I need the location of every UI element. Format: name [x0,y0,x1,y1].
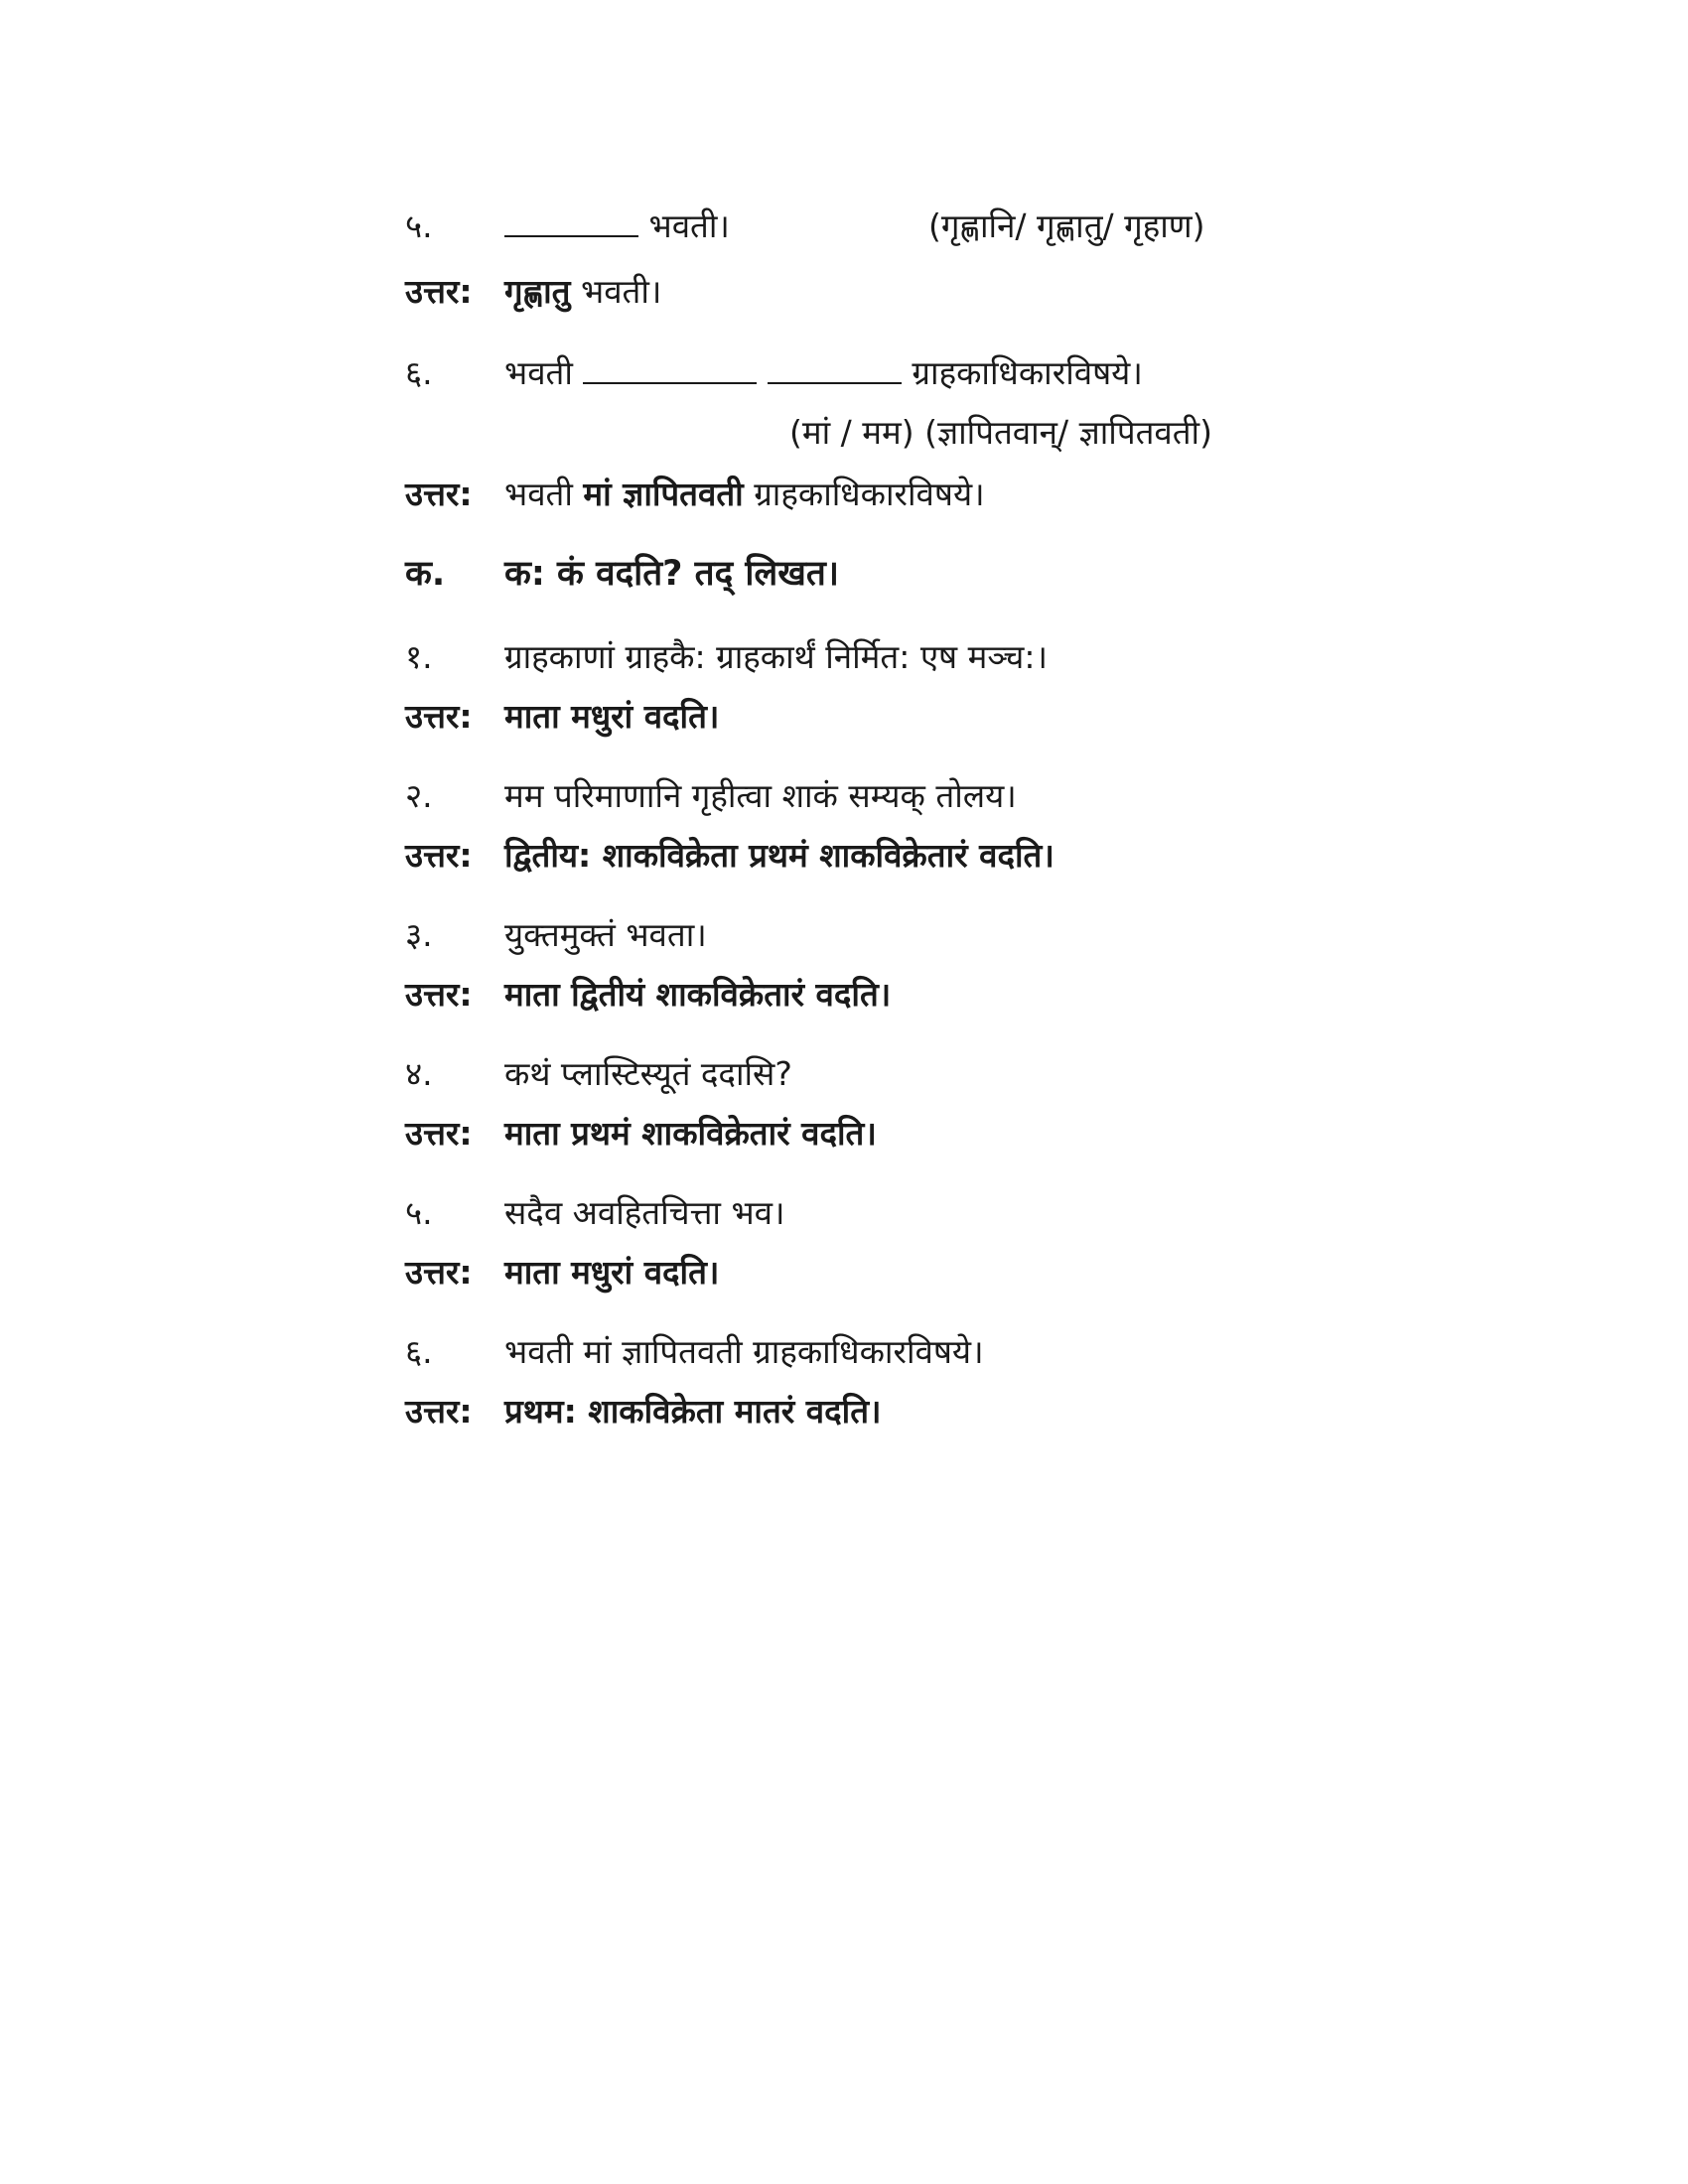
answer-blank-1 [583,352,757,384]
item-4-question [405,1052,792,1096]
q5-fill-answer [405,270,661,314]
answer-label: उत्तर: [405,1253,473,1292]
section-number: क. [405,554,446,594]
item-answer: प्रथम: शाकविक्रेता मातरं वदति। [504,1392,882,1431]
answer-plain-text: भवती। [581,272,662,311]
item-1-question [405,635,1048,679]
item-2-question [405,774,1017,818]
q5-options: (गृह्णानि/ गृह्णातु/ गृहाण) [928,206,1205,245]
answer-label: उत्तर: [405,975,473,1014]
item-5-question [405,1191,785,1235]
item-question: ग्राहकाणां ग्राहकै: ग्राहकार्थं निर्मित: एष मञ्च:। [504,637,1049,676]
item-answer: माता द्वितीयं शाकविक्रेतारं वदति। [504,975,892,1014]
answer-blank-2 [768,352,902,384]
answer-blank [504,205,638,237]
q6-fill-answer [405,473,985,516]
item-number: ४. [405,1054,433,1093]
answer-label: उत्तर: [405,836,473,875]
answer-bold-text: मां ज्ञापितवती [583,475,744,513]
item-number: ६. [405,1332,433,1371]
item-question: भवती मां ज्ञापितवती ग्राहकाधिकारविषये। [504,1332,984,1371]
item-answer: माता प्रथमं शाकविक्रेतारं वदति। [504,1114,877,1153]
answer-label: उत्तर: [405,1114,473,1153]
q6-options: (मां / मम) (ज्ञापितवान्/ ज्ञापितवती) [789,413,1212,452]
question-text-before: भवती [504,353,573,392]
item-question: मम परिमाणानि गृहीत्वा शाकं सम्यक् तोलय। [504,776,1017,815]
q6-fill-question [405,351,1143,395]
item-number: ३. [405,915,433,954]
item-answer: माता मधुरां वदति। [504,697,720,736]
item-1-answer [405,695,719,739]
item-number: ५. [405,1193,433,1232]
item-answer: माता मधुरां वदति। [504,1253,720,1292]
item-4-answer [405,1112,877,1156]
section-heading [405,552,839,596]
answer-label: उत्तर: [405,697,473,736]
item-answer: द्वितीय: शाकविक्रेता प्रथमं शाकविक्रेतारं वदति। [504,836,1055,875]
item-3-question [405,913,707,957]
item-question: कथं प्लास्टिस्यूतं ददासि? [504,1054,792,1093]
item-question: सदैव अवहितचित्ता भव। [504,1193,785,1232]
question-text-after: ग्राहकाधिकारविषये। [912,353,1143,392]
item-6-question [405,1330,984,1374]
section-title: क: कं वदति? तद् लिखत। [504,554,840,594]
item-2-answer [405,834,1055,878]
answer-bold-text: गृह्णातु [504,272,571,311]
question-number: ५. [405,206,433,245]
item-number: १. [405,637,433,676]
question-text: भवती। [648,206,730,245]
answer-plain-text-1: भवती [504,475,573,513]
answer-plain-text-2: ग्राहकाधिकारविषये। [754,475,985,513]
answer-label: उत्तर: [405,272,473,311]
item-6-answer [405,1390,882,1433]
answer-label: उत्तर: [405,1392,473,1431]
q5-fill-question [405,205,730,248]
item-number: २. [405,776,433,815]
item-question: युक्तमुक्तं भवता। [504,915,707,954]
question-number: ६. [405,353,433,392]
item-5-answer [405,1251,719,1295]
answer-label: उत्तर: [405,475,473,513]
item-3-answer [405,973,891,1017]
